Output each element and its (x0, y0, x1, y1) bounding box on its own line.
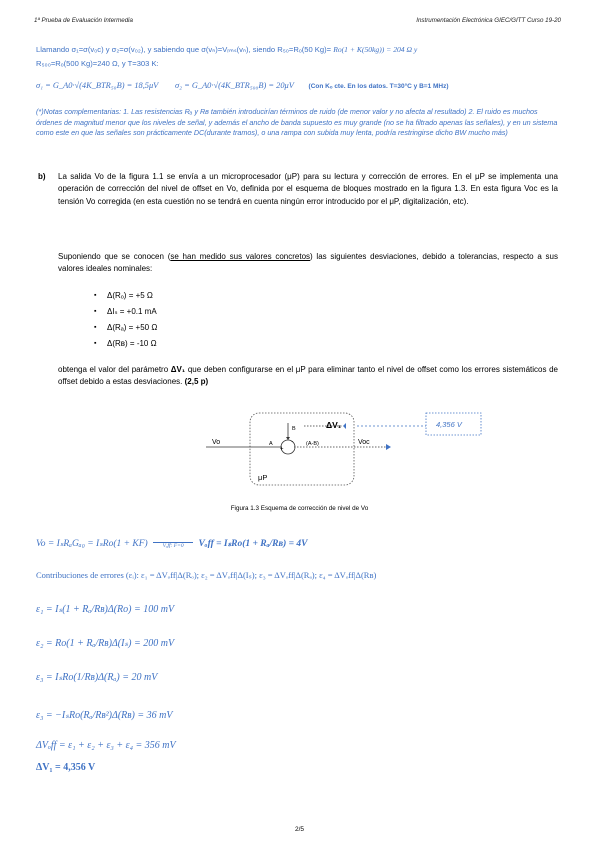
deviation-list (107, 290, 157, 354)
eq-vo-left: Vo = IₛRₐGₐ₀ = IₛRo(1 + KF) (36, 539, 148, 549)
eq-result: ΔV₁ = 4,356 V (36, 762, 96, 773)
answer-box-value: 4,356 V (436, 420, 462, 429)
figure-caption: Figura 1.3 Esquema de corrección de nivel de Vo (230, 505, 369, 512)
eq-e3: ε₃ = IₛRo(1/Rʙ)Δ(Rₐ) = 20 mV (36, 672, 158, 683)
complementary-note: (*)Notas complementarias: 1. Las resistencias Rₐ y Rʙ también introducirían términos de ruido (de menor valor y no afecta al resultado) 2. El ruido es muchos órdenes de magnitud menor que los niveles de señal, y además el ancho de banda supuesto es muy grande (no se ha filtrado apenas las señales), y en un sistema como este en que las señales son prácticamente DC(durante tramos), o una rampa con subida muy lenta, podría restringirse dicho BW mucho más) (36, 107, 558, 138)
eq-total: ΔVₒff = ε₁ + ε₂ + ε₃ + ε₄ = 356 mV (36, 740, 176, 751)
intro-text-1: Llamando σ₁=σ(v₀c) y σ₂=σ(v₀₂), y sabiendo que σ(vₙ)=Vᵣₘₛ(vₙ), siendo R₅₀=Rₒ(50 Kg)= (36, 45, 332, 54)
eq-vo-under: Vₒff: F=0 (162, 543, 184, 550)
list-item: ▪ Δ(Rʙ) = -10 Ω (107, 338, 157, 354)
b-label: B (292, 426, 296, 432)
intro-line-2: R₅₀₀=Rₒ(500 Kg)=240 Ω, y T=303 K: (36, 59, 159, 68)
intro-formula-tail: Ro(1 + K(50kg)) = 204 Ω y (333, 45, 418, 54)
vo-label: Vo (212, 439, 221, 446)
minus-label: - (291, 439, 293, 445)
header-left: 1ª Prueba de Evaluación Intermedia (34, 17, 133, 24)
plus-label: + (280, 447, 284, 453)
voc-label: Voc (358, 439, 370, 446)
eq-e1: ε₁ = Iₛ(1 + Rₐ/Rʙ)Δ(Ro) = 100 mV (36, 604, 175, 615)
list-item: ▪ ΔIₛ = +0.1 mA (107, 306, 157, 322)
dv1-arrow-icon (343, 423, 346, 429)
question-b-text: La salida Vo de la figura 1.1 se envía a un microprocesador (μP) para su lectura y corrección de errores. En el μP se implementa una operación de corrección del nivel de offset en Vo, definida por el esquema de bloques mostrado en la figura 1.3. En esta figura Voc es la tensión Vo corregida (en esta cuestión no se tendrá en cuenta ningún error introducido por el μP, digitalización, etc). (58, 172, 558, 206)
list-item: ▪ Δ(Rₒ) = +5 Ω (107, 290, 157, 306)
up-label: μP (258, 473, 268, 482)
b-arrow-icon (286, 437, 290, 440)
a-label: A (269, 441, 273, 447)
correction-diagram (200, 400, 490, 495)
obtain-bold: ΔV₁ (170, 365, 186, 374)
ab-label: (A-B) (306, 441, 319, 447)
obtain-text-2: que deben configurarse en el μP para eliminar tanto el nivel de offset como los errores sistemáticos de offset debido a estas desviaciones. (58, 365, 559, 387)
obtain-text-1: obtenga el valor del parámetro (58, 365, 171, 374)
supposing-paragraph (58, 251, 558, 276)
points-label: (2,5 p) (184, 377, 209, 387)
contributions-line: Contribuciones de errores (εᵢ): ε₁ = ΔVₒff|Δ(Rₒ); ε₂ = ΔVₒff|Δ(Iₛ); ε₃ = ΔVₒff|Δ(Rₐ); ε₄ = ΔVₒff|Δ(Rʙ) (36, 570, 377, 580)
dv1-label: ΔV₁ (326, 420, 342, 430)
eq-vo (36, 538, 308, 549)
page-number: 2/5 (294, 826, 305, 833)
eq-vo-right: Vₒff = IₛRo(1 + Rₐ/Rʙ) = 4V (198, 539, 308, 549)
voc-arrow-icon (386, 444, 391, 450)
eq-e4: ε₃ = −IₛRo(Rₐ/Rʙ²)Δ(Rʙ) = 36 mV (36, 710, 173, 721)
supposing-text-2: ) las siguientes desviaciones, debido a tolerancias, respecto a sus valores ideales nominales: (58, 252, 558, 274)
sigma-note: (Con Kₒ cte. En los datos. T=30°C y B=1 MHz) (308, 83, 449, 90)
sigma-row (36, 80, 449, 90)
sigma1: σ₁ = G_A0·√(4K_BTR₅₀B) = 18,5μV (36, 81, 159, 90)
list-item: ▪ Δ(Rₐ) = +50 Ω (107, 322, 157, 338)
intro-line-1 (36, 44, 564, 55)
obtain-paragraph (58, 364, 558, 389)
header-right: Instrumentación Electrónica GIEC/GITT Curso 19-20 (416, 17, 561, 24)
supposing-text-1: Suponiendo que se conocen ( (58, 252, 171, 261)
eq-e2: ε₂ = Ro(1 + Rₐ/Rʙ)Δ(Iₛ) = 200 mV (36, 638, 175, 649)
question-b-label: b) (38, 172, 46, 181)
supposing-underlined: se han medido sus valores concretos (170, 252, 311, 261)
sigma2: σ₂ = G_A0·√(4K_BTR₅₀₀B) = 20μV (174, 81, 294, 90)
